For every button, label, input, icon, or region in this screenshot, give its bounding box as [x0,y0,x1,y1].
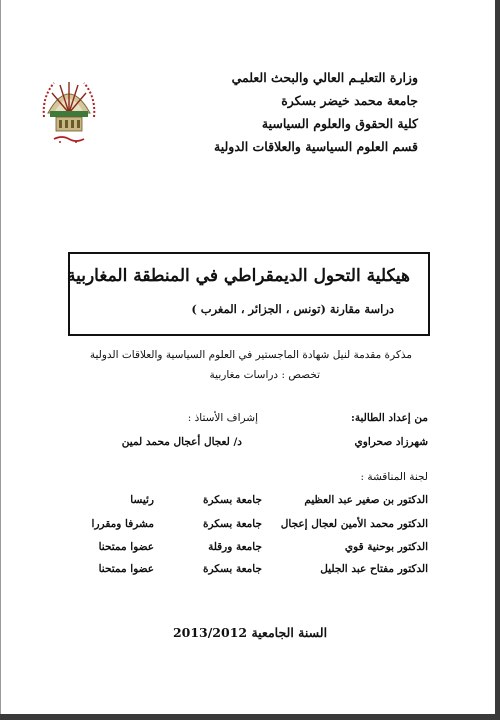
member-name: الدكتور بن صغير عبد العظيم [304,494,428,506]
member-university: جامعة بسكرة [202,518,262,530]
student-label: من إعداد الطالبة: [350,412,428,424]
member-role: مشرفا ومقررا [91,518,154,530]
page-bottom-edge [0,714,500,720]
page-left-edge [0,0,1,720]
faculty-name: كلية الحقوق والعلوم السياسية [261,116,418,131]
student-name: شهرزاد صحراوي [354,436,428,448]
member-name: الدكتور مفتاح عبد الجليل [320,563,428,575]
supervisor-label: إشراف الأستاذ : [187,412,258,424]
thesis-title-box [68,252,430,336]
ministry-name: وزارة التعليـم العالي والبحث العلمي [231,70,418,85]
specialty: تخصص : دراسات مغاربية [209,369,320,381]
member-university: جامعة ورقلة [208,541,262,553]
committee-label: لجنة المناقشة : [360,471,428,483]
thesis-subtitle: دراسة مقارنة (تونس ، الجزائر ، المغرب ) [191,302,394,316]
memo-description: مذكرة مقدمة لنيل شهادة الماجستير في العلوم السياسية والعلاقات الدولية [89,349,412,361]
member-role: عضوا ممتحنا [98,541,154,553]
member-role: عضوا ممتحنا [98,563,154,575]
university-header [158,66,418,158]
university-seal-icon [40,73,98,145]
member-name: الدكتور بوحنية قوي [344,541,428,553]
member-role: رئيسا [130,494,154,506]
academic-year: السنة الجامعية 2013/2012 [172,625,328,640]
department-name: قسم العلوم السياسية والعلاقات الدولية [214,139,418,154]
member-university: جامعة بسكرة [202,494,262,506]
page-right-edge [495,0,500,720]
thesis-title: هيكلية التحول الديمقراطي في المنطقة المغاربية [67,266,410,286]
university-name: جامعة محمد خيضر بسكرة [281,93,418,108]
member-name: الدكتور محمد الأمين لعجال إعجال [280,518,428,530]
supervisor-name: د/ لعجال أعجال محمد لمين [121,436,242,448]
member-university: جامعة بسكرة [202,563,262,575]
